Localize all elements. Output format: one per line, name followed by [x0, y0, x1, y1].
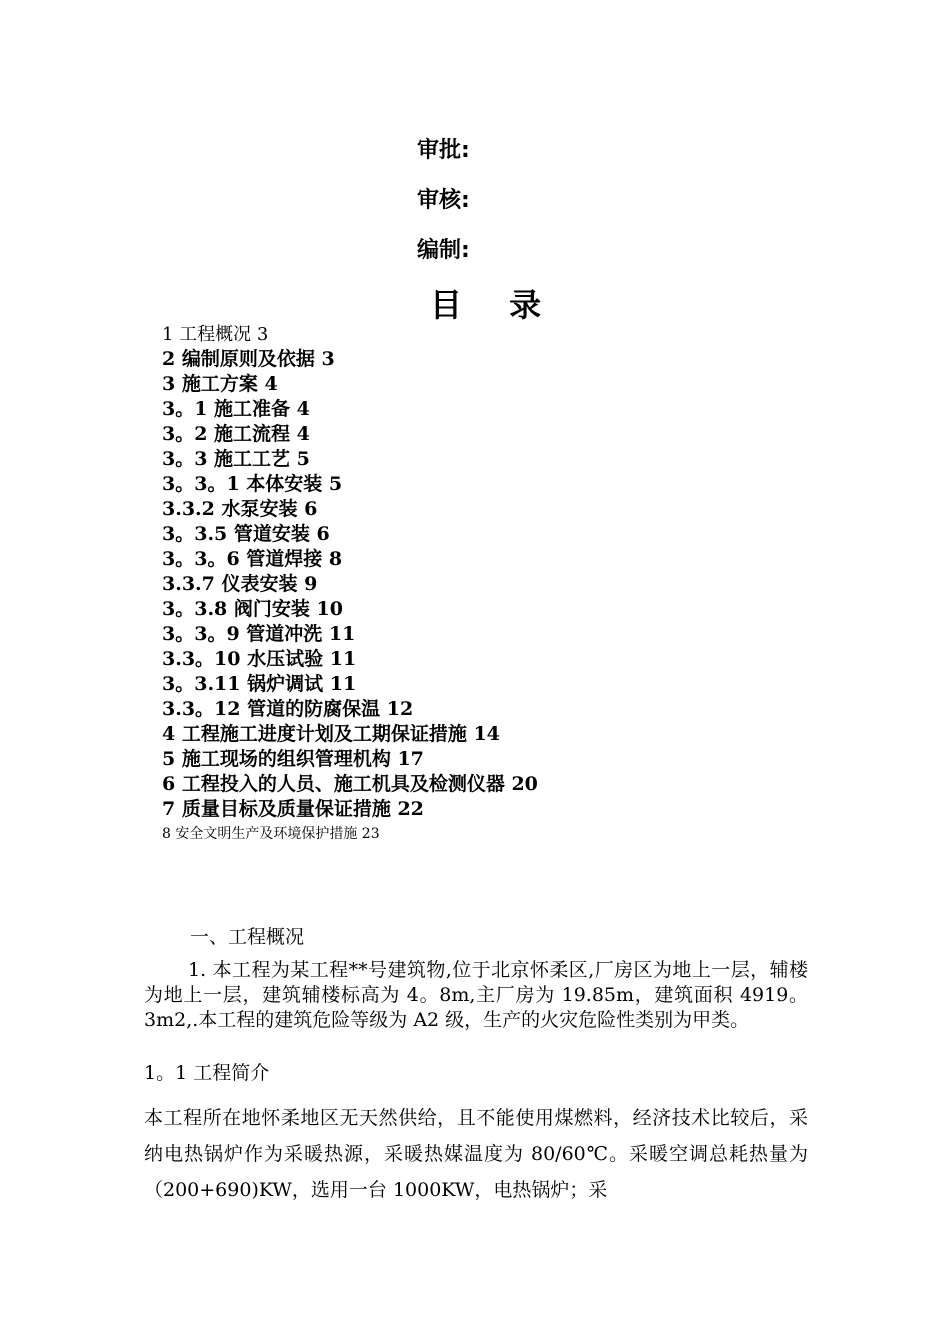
compile-label: 编制:: [417, 238, 470, 263]
toc-item: 3 施工方案 4: [162, 373, 278, 395]
approve-label: 审批:: [417, 138, 470, 163]
toc-item: 3。1 施工准备 4: [162, 398, 310, 420]
intro-paragraph: 本工程所在地怀柔地区无天然供给，且不能使用煤燃料，经济技术比较后，采纳电热锅炉作为采暖热源，采暖热媒温度为 80/60℃。采暖空调总耗热量为（200+690)KW，选用一台 1000KW，电热锅炉；采: [144, 1107, 808, 1201]
table-of-contents: [162, 322, 538, 847]
toc-item: 3。3.8 阀门安装 10: [162, 598, 343, 620]
toc-item: 3。3。1 本体安装 5: [162, 473, 343, 495]
toc-item: 1 工程概况 3: [162, 324, 269, 345]
toc-item: 3。2 施工流程 4: [162, 423, 310, 445]
review-label: 审核:: [417, 188, 470, 213]
toc-item: 3.3.7 仪表安装 9: [162, 573, 318, 595]
subsection-heading: 1。1 工程简介: [144, 1062, 270, 1084]
toc-item: 3。3。6 管道焊接 8: [162, 548, 343, 570]
toc-item: 2 编制原则及依据 3: [162, 348, 335, 370]
toc-item: 6 工程投入的人员、施工机具及检测仪器 20: [162, 773, 538, 795]
toc-item: 4 工程施工进度计划及工期保证措施 14: [162, 723, 500, 745]
toc-item: 3。3.5 管道安装 6: [162, 523, 330, 545]
toc-item: 3。3.11 锅炉调试 11: [162, 673, 357, 695]
toc-item: 3.3。12 管道的防腐保温 12: [162, 698, 414, 720]
toc-title: 目 录: [430, 286, 560, 324]
toc-item: 7 质量目标及质量保证措施 22: [162, 798, 424, 820]
toc-item: 3。3 施工工艺 5: [162, 448, 310, 470]
toc-item: 5 施工现场的组织管理机构 17: [162, 748, 424, 770]
toc-item: 3.3。10 水压试验 11: [162, 648, 357, 670]
toc-item: 8 安全文明生产及环境保护措施 23: [162, 826, 380, 842]
overview-paragraph: 1. 本工程为某工程**号建筑物,位于北京怀柔区,厂房区为地上一层，辅楼为地上一层，建筑辅楼标高为 4。8m,主厂房为 19.85m，建筑面积 4919。3m2,.本工程的建筑危险等级为 A2 级，生产的火灾危险性类别为甲类。: [144, 959, 808, 1031]
toc-item: 3。3。9 管道冲洗 11: [162, 623, 356, 645]
toc-item: 3.3.2 水泵安装 6: [162, 498, 318, 520]
section-heading: 一、工程概况: [190, 926, 305, 948]
